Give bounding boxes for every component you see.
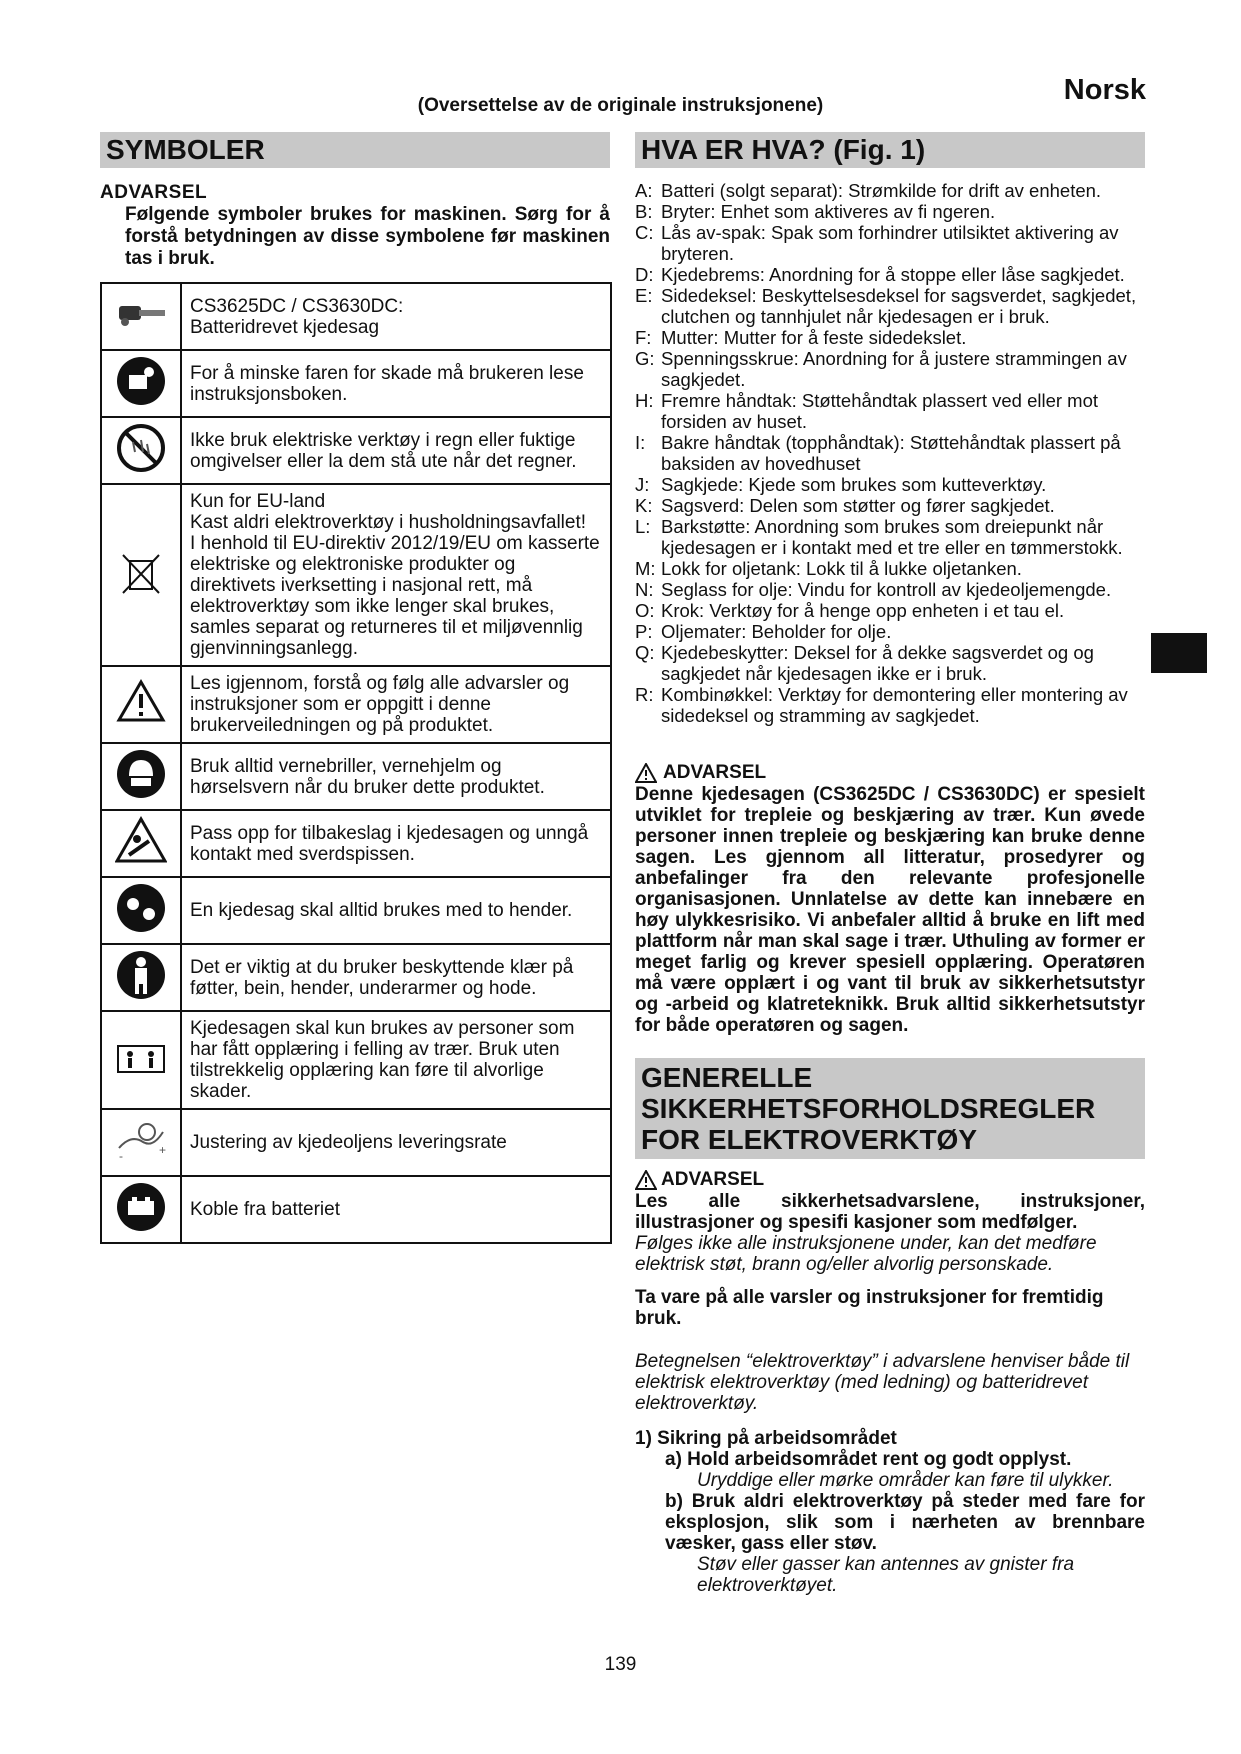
svg-text:-: - (119, 1149, 123, 1163)
term-definition: Betegnelsen “elektroverktøy” i advarslene henviser både til elektrisk elektroverktøy (med ledning) og batteridrevet elektroverktøy. (635, 1351, 1130, 1414)
symbol-text: Pass opp for tilbakeslag i kjedesagen og unngå kontakt med sverdspissen. (181, 810, 611, 877)
warning-triangle-icon (635, 1170, 657, 1190)
symbol-text: Det er viktig at du bruker beskyttende klær på føtter, bein, hender, underarmer og hode. (181, 944, 611, 1011)
symbol-row (101, 666, 611, 743)
left-column (100, 132, 610, 1244)
two-hands-icon (115, 882, 167, 934)
symbol-row (101, 283, 611, 350)
section-1-title: 1) Sikring på arbeidsområdet (635, 1428, 897, 1449)
warning-title: ADVARSEL (100, 182, 208, 203)
section-1a-text: Uryddige eller mørke områder kan føre til ulykker. (697, 1470, 1114, 1491)
symbol-text: Koble fra batteriet (181, 1176, 611, 1243)
warning-body: Denne kjedesagen (CS3625DC / CS3630DC) er spesielt utviklet for trepleie og beskjæring av trær. Kun øvede personer innen trepleie og beskjæring kan bruke denne sagen. Les gjennom all litteratur, prosedyrer og anbefalinger fra den relevante profesjonelle organisasjonen. Unnlatelse av dette kan innebære en høy ulykkesrisiko. Vi anbefaler alltid å bruke en lift med plattform når man skal sage i trær. Uthuling av former er meget farlig og krever spesiell opplæring. Operatøren må være opplært i og vant til bruk av sikkerhetsutstyr og -arbeid og klatreteknikk. Bruk alltid sikkerhetsutstyr for både operatøren og sagen. (635, 784, 1145, 1036)
list-item: N: Seglass for olje: Vindu for kontroll av kjedeoljemengde. (635, 579, 1112, 600)
section-title-parts: HVA ER HVA? (Fig. 1) (635, 132, 1145, 168)
list-item: P: Oljemater: Beholder for olje. (635, 621, 892, 642)
symbols-table (100, 282, 612, 1244)
read-manual-icon (115, 355, 167, 407)
symbol-text: CS3625DC / CS3630DC: Batteridrevet kjedesag (181, 283, 611, 350)
language-label: Norsk (1063, 74, 1146, 106)
symbol-row (101, 1011, 611, 1109)
list-item: H: Fremre håndtak: Støttehåndtak plassert ved eller mot forsiden av huset. (635, 390, 1099, 432)
list-item: J: Sagkjede: Kjede som brukes som kutteverktøy. (635, 474, 1047, 495)
symbol-row (101, 1176, 611, 1243)
symbol-text: Kjedesagen skal kun brukes av personer som har fått opplæring i felling av trær. Bruk uten tilstrekkelig opplæring kan føre til alvorlige skader. (181, 1011, 611, 1109)
symbol-row (101, 350, 611, 417)
warning-block (635, 762, 1145, 1036)
warning-title: ADVARSEL (663, 762, 767, 783)
warning-triangle-icon (635, 763, 657, 783)
parts-list (635, 180, 1145, 726)
protective-clothing-icon (115, 949, 167, 1001)
list-item: O: Krok: Verktøy for å henge opp enheten i et tau el. (635, 600, 1065, 621)
general-warning (635, 1169, 1145, 1275)
symbol-text: Bruk alltid vernebriller, vernehjelm og hørselsvern når du bruker dette produktet. (181, 743, 611, 810)
list-item: G: Spenningsskrue: Anordning for å justere strammingen av sagkjedet. (635, 348, 1127, 390)
language-tab-marker (1151, 633, 1207, 673)
symbol-text: Kun for EU-land Kast aldri elektroverktøy i husholdningsavfallet! I henhold til EU-direktiv 2012/19/EU om kasserte elektriske og elektroniske produkter og direktivets iverksetting i nasjonal rett, må elektroverktøy som ikke lenger skal brukes, samles separat og returneres til et miljøvennlig gjenvinningsanlegg. (181, 484, 611, 666)
keep-instructions: Ta vare på alle varsler og instruksjoner for fremtidig bruk. (635, 1287, 1104, 1329)
symbol-text: For å minske faren for skade må brukeren lese instruksjonsboken. (181, 350, 611, 417)
list-item: L: Barkstøtte: Anordning som brukes som dreiepunkt når kjedesagen er i kontakt med et tre eller en tømmerstokk. (635, 516, 1123, 558)
right-column (635, 132, 1145, 1596)
battery-icon (115, 1181, 167, 1233)
list-item: M: Lokk for oljetank: Lokk til å lukke oljetanken. (635, 558, 1022, 579)
symbol-row (101, 944, 611, 1011)
list-item: D: Kjedebrems: Anordning for å stoppe eller låse sagkjedet. (635, 264, 1125, 285)
svg-text:+: + (159, 1143, 167, 1157)
section-1b-title: b) Bruk aldri elektroverktøy på steder med fare for eksplosjon, slik som i nærheten av brennbare væsker, gass eller støv. (665, 1491, 1145, 1554)
page-number: 139 (604, 1654, 637, 1675)
warning-title: ADVARSEL (661, 1169, 765, 1190)
crossed-bin-icon (115, 547, 167, 599)
warning-italic: Følges ikke alle instruksjonene under, kan det medføre elektrisk støt, brann og/eller alvorlig personskade. (635, 1233, 1097, 1275)
symbol-text: Les igjennom, forstå og følg alle advarsler og instruksjoner som er oppgitt i denne brukerveiledningen og på produktet. (181, 666, 611, 743)
symbol-row (101, 1109, 611, 1176)
section-1b-text: Støv eller gasser kan antennes av gnister fra elektroverktøyet. (697, 1554, 1075, 1596)
symbol-row (101, 810, 611, 877)
header-subtitle: (Oversettelse av de originale instruksjonene) (417, 95, 824, 116)
symbol-row (101, 484, 611, 666)
section-title-symbols: SYMBOLER (100, 132, 610, 168)
chainsaw-icon (115, 288, 167, 340)
helmet-icon (115, 748, 167, 800)
symbol-text: Justering av kjedeoljens leveringsrate (181, 1109, 611, 1176)
trained-person-icon (115, 1032, 167, 1084)
symbol-row (101, 743, 611, 810)
oil-flow-icon (115, 1114, 167, 1166)
list-item: R: Kombinøkkel: Verktøy for demontering eller montering av sidedeksel og stramming av sagkjedet. (635, 684, 1128, 726)
list-item: I: Bakre håndtak (topphåndtak): Støttehåndtak plassert på baksiden av hovedhuset (635, 432, 1121, 474)
section-1a-title: a) Hold arbeidsområdet rent og godt opplyst. (665, 1449, 1072, 1470)
list-item: F: Mutter: Mutter for å feste sidedekslet. (635, 327, 967, 348)
list-item: A: Batteri (solgt separat): Strømkilde for drift av enheten. (635, 180, 1102, 201)
symbol-text: En kjedesag skal alltid brukes med to hender. (181, 877, 611, 944)
warning-triangle-icon (115, 676, 167, 728)
warning-body: Les alle sikkerhetsadvarslene, instruksjoner, illustrasjoner og spesifi kasjoner som medfølger. (635, 1191, 1145, 1233)
list-item: C: Lås av-spak: Spak som forhindrer utilsiktet aktivering av bryteren. (635, 222, 1119, 264)
symbol-row (101, 417, 611, 484)
section-title-general-safety: GENERELLE SIKKERHETSFORHOLDSREGLER FOR ELEKTROVERKTØY (635, 1058, 1145, 1159)
list-item: Q: Kjedebeskytter: Deksel for å dekke sagsverdet og og sagkjedet når kjedesagen ikke er i bruk. (635, 642, 1094, 684)
warning-body: Følgende symboler brukes for maskinen. Sørg for å forstå betydningen av disse symbolene før maskinen tas i bruk. (125, 204, 610, 269)
list-item: E: Sidedeksel: Beskyttelsesdeksel for sagsverdet, sagkjedet, clutchen og tannhjulet når kjedesagen er i bruk. (635, 285, 1137, 327)
symbol-row (101, 877, 611, 944)
kickback-icon (115, 815, 167, 867)
list-item: K: Sagsverd: Delen som støtter og fører sagkjedet. (635, 495, 1055, 516)
no-rain-icon (115, 422, 167, 474)
list-item: B: Bryter: Enhet som aktiveres av fi ngeren. (635, 201, 996, 222)
symbol-text: Ikke bruk elektriske verktøy i regn eller fuktige omgivelser eller la dem stå ute når det regner. (181, 417, 611, 484)
